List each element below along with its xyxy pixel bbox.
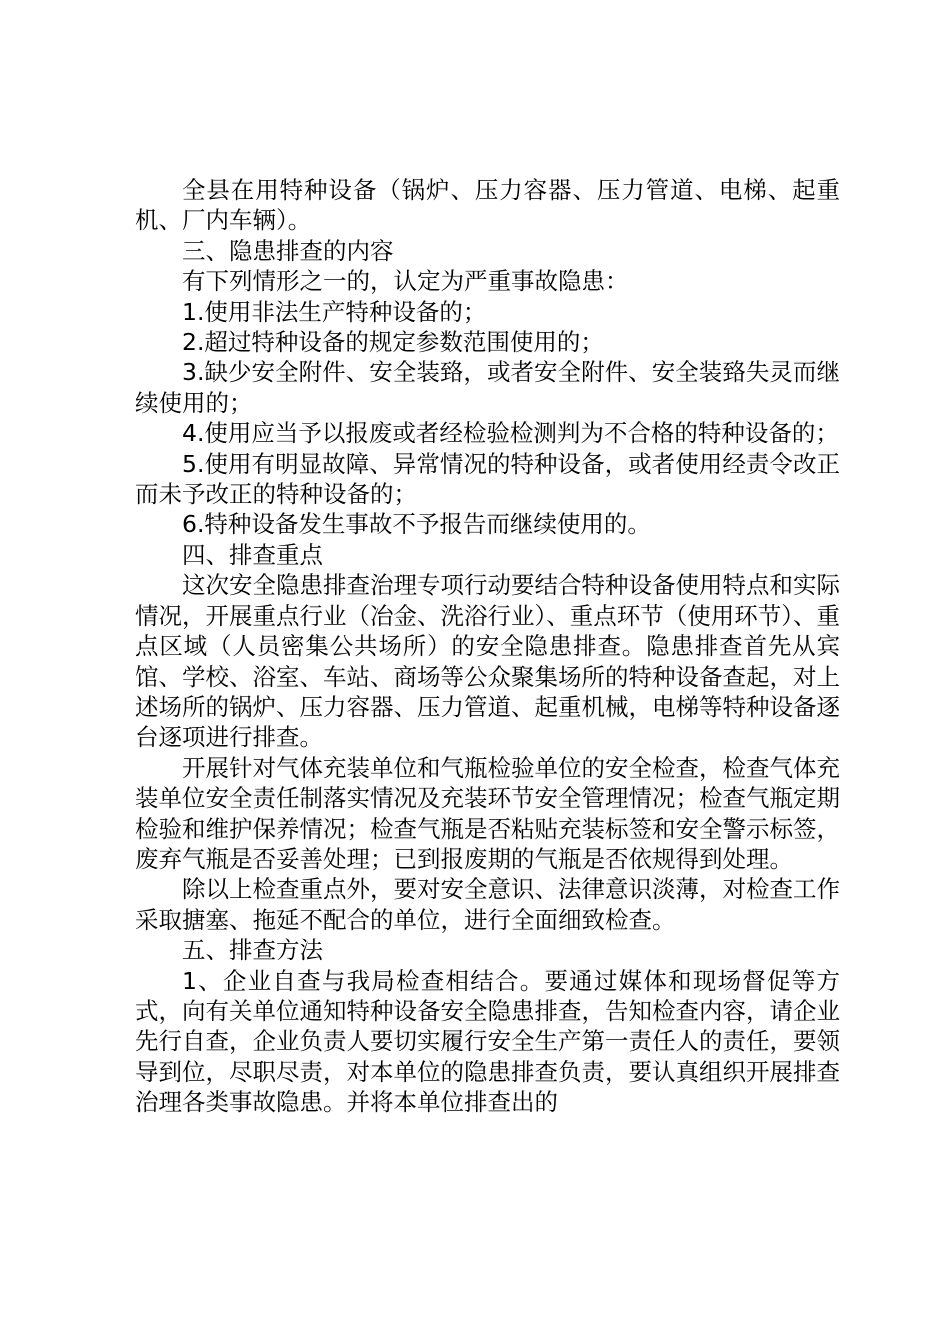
list-item-5: 5.使用有明显故障、异常情况的特种设备，或者使用经责令改正而未予改正的特种设备的； bbox=[135, 449, 840, 509]
paragraph-focus-areas: 这次安全隐患排查治理专项行动要结合特种设备使用特点和实际情况，开展重点行业（冶金、洗浴行业）、重点环节（使用环节）、重点区域（人员密集公共场所）的安全隐患排查。隐患排查首先从宾馆、学校、浴室、车站、商场等公众聚集场所的特种设备查起，对上述场所的锅炉、压力容器、压力管道、起重机械，电梯等特种设备逐台逐项进行排查。 bbox=[135, 571, 840, 752]
paragraph-criteria-intro: 有下列情形之一的，认定为严重事故隐患： bbox=[182, 267, 629, 296]
paragraph-gas-inspection: 开展针对气体充装单位和气瓶检验单位的安全检查，检查气体充装单位安全责任制落实情况及充装环节安全管理情况；检查气瓶定期检验和维护保养情况；检查气瓶是否粘贴充装标签和安全警示标签，废弃气瓶是否妥善处理；已到报废期的气瓶是否依规得到处理。 bbox=[135, 753, 840, 873]
paragraph-method-1: 1、企业自查与我局检查相结合。要通过媒体和现场督促等方式，向有关单位通知特种设备安全隐患排查，告知检查内容，请企业先行自查，企业负责人要切实履行安全生产第一责任人的责任，要领导到位，尽职尽责，对本单位的隐患排查负责，要认真组织开展排查治理各类事故隐患。并将本单位排查出的 bbox=[135, 966, 840, 1117]
section-heading-4: 四、排查重点 bbox=[182, 540, 323, 569]
section-heading-3: 三、隐患排查的内容 bbox=[182, 236, 394, 265]
list-item-4: 4.使用应当予以报废或者经检验检测判为不合格的特种设备的； bbox=[182, 419, 839, 448]
paragraph-other-units: 除以上检查重点外，要对安全意识、法律意识淡薄，对检查工作采取搪塞、拖延不配合的单位，进行全面细致检查。 bbox=[135, 875, 840, 934]
list-item-6: 6.特种设备发生事故不予报告而继续使用的。 bbox=[182, 510, 651, 539]
section-heading-5: 五、排查方法 bbox=[182, 936, 323, 965]
list-item-2: 2.超过特种设备的规定参数范围使用的； bbox=[182, 328, 604, 357]
document-body bbox=[135, 175, 840, 1118]
paragraph-equipment-scope: 全县在用特种设备（锅炉、压力容器、压力管道、电梯、起重机、厂内车辆）。 bbox=[135, 176, 840, 235]
list-item-1: 1.使用非法生产特种设备的； bbox=[182, 297, 487, 326]
list-item-3: 3.缺少安全附件、安全装臵，或者安全附件、安全装臵失灵而继续使用的； bbox=[135, 358, 840, 417]
